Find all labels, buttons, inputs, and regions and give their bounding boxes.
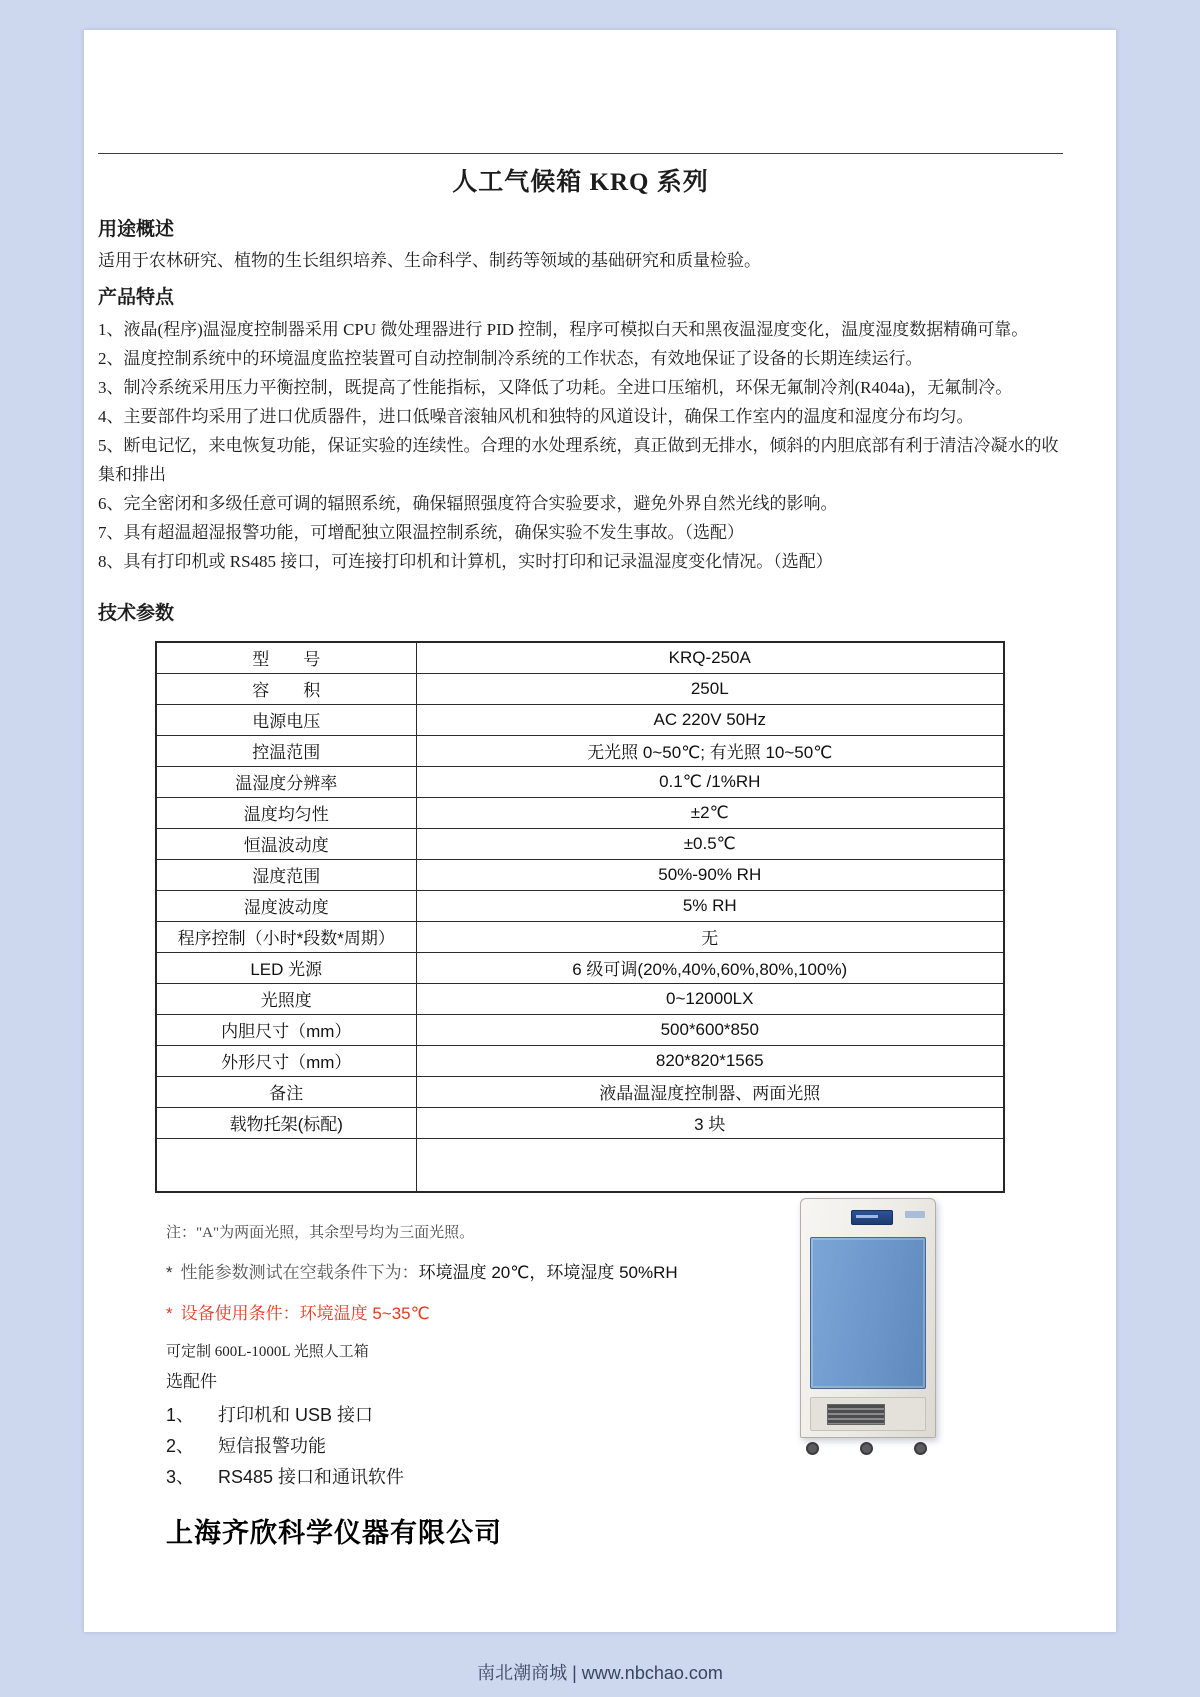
- spec-value-cell: 无光照 0~50℃; 有光照 10~50℃: [416, 735, 1004, 766]
- section-specs-heading: 技术参数: [98, 603, 175, 624]
- lcd-display-icon: [851, 1210, 893, 1225]
- feature-item: 1、液晶(程序)温湿度控制器采用 CPU 微处理器进行 PID 控制，程序可模拟白天和黑夜温湿度变化，温度湿度数据精确可靠。: [98, 320, 1029, 339]
- spec-row: [156, 983, 1004, 1014]
- note-custom-size: 可定制 600L-1000L 光照人工箱: [166, 1344, 369, 1360]
- spec-row: [156, 1076, 1004, 1107]
- caster-wheel-icon: [860, 1442, 873, 1455]
- section-features-heading: 产品特点: [98, 287, 175, 308]
- vent-grille-icon: [827, 1404, 885, 1425]
- spec-value-cell: ±0.5℃: [416, 828, 1004, 859]
- spec-label-cell: 温湿度分辨率: [156, 766, 416, 797]
- spec-label-cell: 容 积: [156, 673, 416, 704]
- options-heading: 选配件: [166, 1372, 217, 1391]
- spec-value-cell: ±2℃: [416, 797, 1004, 828]
- spec-row: [156, 673, 1004, 704]
- spec-label-cell: [156, 1138, 416, 1192]
- spec-value-cell: 50%-90% RH: [416, 859, 1004, 890]
- spec-row: [156, 704, 1004, 735]
- product-photo: [800, 1198, 940, 1468]
- specs-table: [155, 641, 1005, 1193]
- caster-wheel-icon: [806, 1442, 819, 1455]
- spec-value-cell: [416, 1138, 1004, 1192]
- caster-wheel-icon: [914, 1442, 927, 1455]
- spec-value-cell: 0.1℃ /1%RH: [416, 766, 1004, 797]
- feature-item: 7、具有超温超湿报警功能，可增配独立限温控制系统，确保实验不发生事故。（选配）: [98, 523, 744, 542]
- spec-label-cell: 载物托架(标配): [156, 1107, 416, 1138]
- note-performance-prefix: 性能参数测试在空载条件下为：: [180, 1263, 419, 1282]
- spec-label-cell: 光照度: [156, 983, 416, 1014]
- option-number: 3、: [166, 1467, 195, 1487]
- spec-label-cell: 内胆尺寸（mm）: [156, 1014, 416, 1045]
- spec-value-cell: AC 220V 50Hz: [416, 704, 1004, 735]
- spec-label-cell: 外形尺寸（mm）: [156, 1045, 416, 1076]
- spec-label-cell: 温度均匀性: [156, 797, 416, 828]
- spec-value-cell: 5% RH: [416, 890, 1004, 921]
- asterisk-marker: *: [166, 1263, 173, 1282]
- spec-value-cell: 500*600*850: [416, 1014, 1004, 1045]
- product-control-panel: [807, 1204, 929, 1232]
- spec-value-cell: 0~12000LX: [416, 983, 1004, 1014]
- spec-label-cell: 湿度波动度: [156, 890, 416, 921]
- company-name: 上海齐欣科学仪器有限公司: [166, 1518, 502, 1548]
- spec-label-cell: 恒温波动度: [156, 828, 416, 859]
- site-footer: 南北潮商城 | www.nbchao.com: [477, 1662, 723, 1683]
- feature-item: 8、具有打印机或 RS485 接口，可连接打印机和计算机，实时打印和记录温湿度变化情况。（选配）: [98, 552, 833, 571]
- option-text: RS485 接口和通讯软件: [218, 1467, 405, 1487]
- note-operating-conditions-text: 设备使用条件：环境温度 5~35℃: [180, 1304, 430, 1323]
- product-door: [810, 1237, 926, 1389]
- asterisk-marker: *: [166, 1304, 173, 1323]
- spec-value-cell: 250L: [416, 673, 1004, 704]
- brand-label-icon: [905, 1211, 925, 1218]
- page-title: 人工气候箱 KRQ 系列: [452, 169, 709, 196]
- spec-row: [156, 1014, 1004, 1045]
- spec-row: [156, 797, 1004, 828]
- product-base: [810, 1397, 926, 1431]
- spec-row-empty: [156, 1138, 1004, 1192]
- spec-row: [156, 859, 1004, 890]
- spec-value-cell: 液晶温湿度控制器、两面光照: [416, 1076, 1004, 1107]
- section-usage-heading: 用途概述: [98, 219, 175, 240]
- spec-row: [156, 952, 1004, 983]
- spec-label-cell: 电源电压: [156, 704, 416, 735]
- document-page: [84, 30, 1116, 1632]
- spec-row: [156, 828, 1004, 859]
- option-number: 1、: [166, 1405, 195, 1425]
- spec-row: [156, 1107, 1004, 1138]
- spec-value-cell: 820*820*1565: [416, 1045, 1004, 1076]
- spec-value-cell: 无: [416, 921, 1004, 952]
- spec-label-cell: LED 光源: [156, 952, 416, 983]
- spec-row: [156, 642, 1004, 673]
- feature-item: 6、完全密闭和多级任意可调的辐照系统，确保辐照强度符合实验要求，避免外界自然光线的影响。: [98, 494, 838, 513]
- spec-label-cell: 控温范围: [156, 735, 416, 766]
- feature-item: 4、主要部件均采用了进口优质器件，进口低噪音滚轴风机和独特的风道设计，确保工作室内的温度和湿度分布均匀。: [98, 407, 974, 426]
- spec-row: [156, 1045, 1004, 1076]
- spec-row: [156, 921, 1004, 952]
- option-text: 短信报警功能: [218, 1436, 326, 1456]
- climate-chamber-cabinet: [800, 1198, 936, 1438]
- spec-label-cell: 型 号: [156, 642, 416, 673]
- option-number: 2、: [166, 1436, 195, 1456]
- spec-value-cell: KRQ-250A: [416, 642, 1004, 673]
- spec-value-cell: 6 级可调(20%,40%,60%,80%,100%): [416, 952, 1004, 983]
- feature-item: 3、制冷系统采用压力平衡控制，既提高了性能指标，又降低了功耗。全进口压缩机，环保无氟制冷剂(R404a)，无氟制冷。: [98, 378, 1013, 397]
- feature-item: 2、温度控制系统中的环境温度监控装置可自动控制制冷系统的工作状态，有效地保证了设备的长期连续运行。: [98, 349, 923, 368]
- spec-label-cell: 程序控制（小时*段数*周期）: [156, 921, 416, 952]
- note-performance-value: 环境温度 20℃，环境湿度 50%RH: [418, 1263, 678, 1282]
- note-light-config: 注："A"为两面光照，其余型号均为三面光照。: [166, 1225, 475, 1241]
- spec-label-cell: 湿度范围: [156, 859, 416, 890]
- top-rule: [98, 153, 1063, 154]
- spec-row: [156, 766, 1004, 797]
- usage-description: 适用于农林研究、植物的生长组织培养、生命科学、制药等领域的基础研究和质量检验。: [98, 251, 761, 270]
- spec-label-cell: 备注: [156, 1076, 416, 1107]
- spec-row: [156, 890, 1004, 921]
- spec-value-cell: 3 块: [416, 1107, 1004, 1138]
- spec-row: [156, 735, 1004, 766]
- feature-item: 5、断电记忆，来电恢复功能，保证实验的连续性。合理的水处理系统，真正做到无排水，倾斜的内胆底部有利于清洁冷凝水的收集和排出: [98, 436, 1059, 484]
- option-text: 打印机和 USB 接口: [218, 1405, 374, 1425]
